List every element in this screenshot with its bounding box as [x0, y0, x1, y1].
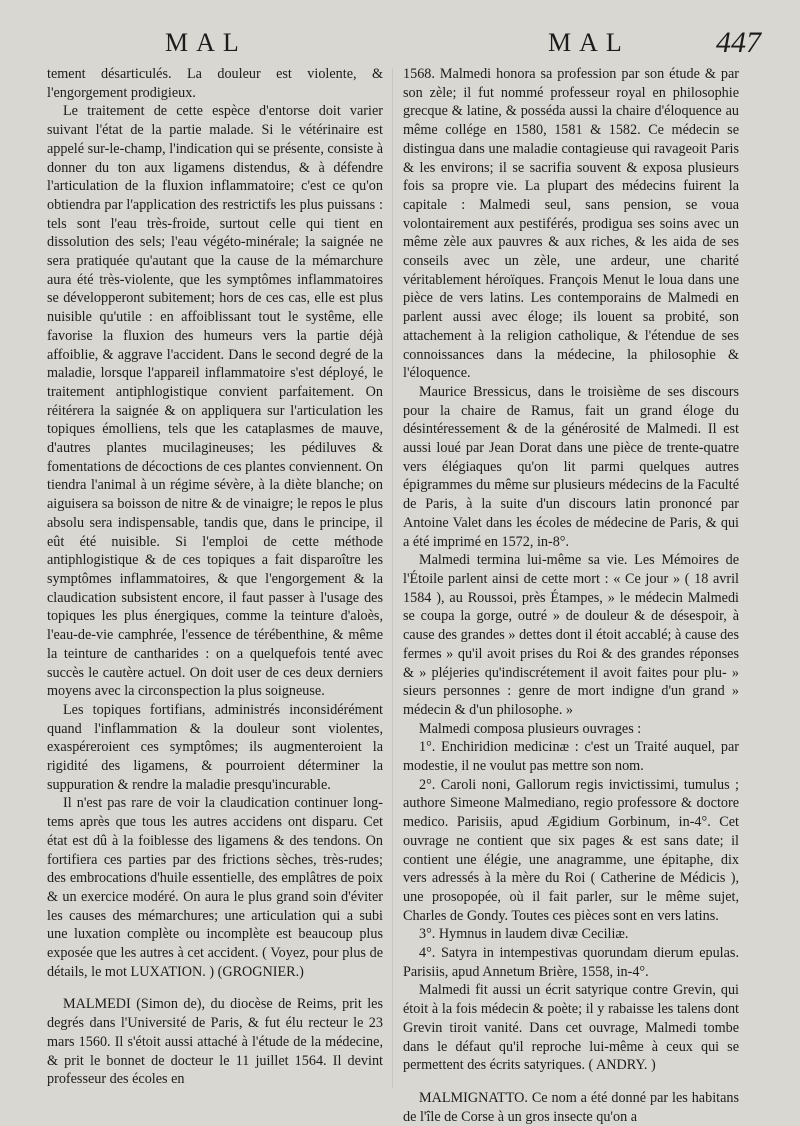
paragraph: 1568. Malmedi honora sa profession par son étude & par son zèle; il fut nommé professeur royal en philosophie grecque & latine, & posséda aussi la chaire d'éloquence au même collége en 1580, 1581 & 1582. Ce médecin se distingua dans une maladie contagieuse qui ravageoit Paris & les environs; il se sacrifia souvent & exposa plusieurs fois sa propre vie. La plupart des médecins fuirent la capitale : Malmedi seul, sans pension, se voua volontairement aux pestiférés, prodigua ses soins avec un même zèle aux pauvres & aux riches, & les aida de ses conseils avec un zèle, une ardeur, une charité véritablement héroïques. François Menut le loua dans une pièce de vers latins. Les contemporains de Malmedi en parlent aussi avec éloge; ils louent sa probité, son attachement à la religion catholique, & l'étendue de ses connoissances dans la médecine, la philosophie & l'éloquence.	[403, 66, 739, 382]
paragraph: tement désarticulés. La douleur est violente, & l'engorgement prodigieux.	[47, 66, 383, 101]
works-item: 1°. Enchiridion medicinæ : c'est un Traité auquel, par modestie, il ne voulut pas mettre son nom.	[403, 739, 739, 775]
paragraph: Il n'est pas rare de voir la claudication continuer long-tems après que tous les autres accidens ont disparu. Cet état est dû à la foiblesse des ligamens & des tendons. On fortifiera ces parties par des frictions sèches, très-rudes; des embrocations d'huile essentielle, des emplâtres de poix & un exercice modéré. On aura le plus grand soin d'éviter les causes des mémarchures; une articulation qui a subi une luxation complète ou incomplète est beaucoup plus exposée que les autres à cet accident. ( Voyez, pour plus de détails, le mot LUXATION. ) (GROGNIER.)	[47, 795, 383, 980]
paragraph: Malmedi fit aussi un écrit satyrique contre Grevin, qui étoit à la fois médecin & poète; il y rabaisse les talens dont Grevin tiroit vanité. Dans cet ouvrage, Malmedi tombe dans le défaut qu'il reproche lui-même à ceux qui se permettent des écrits satyriques. ( ANDRY. )	[403, 982, 739, 1074]
works-item: 3°. Hymnus in laudem divæ Ceciliæ.	[419, 926, 629, 943]
left-column	[47, 65, 383, 1089]
right-column	[403, 65, 739, 1126]
entry-malmignatto: MALMIGNATTO. Ce nom a été donné par les habitans de l'île de Corse à un gros insecte qu'on a	[403, 1089, 739, 1125]
column-divider	[392, 68, 393, 1088]
works-item: 2°. Caroli noni, Gallorum regis invictissimi, tumulus ; authore Simeone Malmediano, regio professore & doctore medico. Parisiis, apud Ægidium Gorbinum, in-4°. Cet ouvrage ne contient que six pages & est sans date; il contient une élégie, une anagramme, une épitaphe, dix vers adressés à la mère du Roi ( Catherine de Médicis ), une prosopopée, où il fait parler, sur le même sujet, Charles de Gondy. Toutes ces pièces sont en vers latins.	[403, 776, 739, 924]
running-head-left: MAL	[165, 28, 247, 57]
paragraph: Le traitement de cette espèce d'entorse doit varier suivant l'état de la partie malade. Si le vétérinaire est appelé sur-le-champ, l'indication qui se présente, consiste à donner du ton aux ligamens distendus, & à défendre l'articulation de la fluxion inflammatoire; c'est ce qu'on obtiendra par l'application des restrictifs les plus puissans : tels sont l'eau très-froide, surtout celle qui tient en dissolution des sels; l'eau végéto-minérale; la saignée ne sera pratiquée qu'autant que la cause de la mémarchure aura été très-violente, que les symptômes inflammatoires se développeront subitement; hors de ces cas, elle est plus nuisible qu'utile : en affoiblissant tout le systême, elle favorise la fluxion des humeurs vers la partie déjà affoiblie, & aggrave l'accident. Dans le second degré de la maladie, lorsque l'appareil inflammatoire s'est déployé, le traitement antiphlogistique convient parfaitement. On réitérera la saignée & on appliquera sur l'articulation les topiques émolliens, tels que les cataplasmes de mauve, d'autres plantes mucilagineuses; les pédiluves & fomentations de décoctions de ces plantes conviennent. On tiendra l'animal à un régime sévère, à la diète blanche; on aiguisera sa boisson de nitre & de vinaigre; le repos le plus absolu sera indispensable, tandis que, dans le principe, il eût été nuisible. Si l'emploi de cette méthode antiphlogistique & de ces topiques a fait disparoître les symptômes inflammatoires, & que l'engorgement & la claudication subsistent encore, il faut passer à l'usage des topiques les plus énergiques, comme la teinture d'aloès, l'eau-de-vie camphrée, l'essence de térébenthine, & même la teinture de cantharides : on a quelquefois tenté avec succès le cautère actuel. On doit user de ces deux derniers moyens avec la circonspection la plus soigneuse.	[47, 103, 383, 700]
paragraph: Malmedi termina lui-même sa vie. Les Mémoires de l'Étoile parlent ainsi de cette mort : « Ce jour » ( 18 avril 1584 ), au Roussoi, près Étampes, » le médecin Malmedi se coupa la gorge, outré » de douleur & de désespoir, à cause des grandes » dettes dont il étoit accablé; à cause des fermes » qu'il avoit prises du Roi & des grandes réponses & » pléjeries qu'indiscrétement il avoit faites pour plu- » sieurs personnes : genre de mort indigne d'un grand » médecin & d'un philosophe. »	[403, 552, 739, 718]
works-item: 4°. Satyra in intempestivas quorundam dierum epulas. Parisiis, apud Annetum Brière, 1558, in-4°.	[403, 945, 739, 980]
paragraph: Maurice Bressicus, dans le troisième de ses discours pour la chaire de Ramus, fait un grand éloge du désintéressement & de la générosité de Malmedi. Il est aussi loué par Jean Dorat dans une pièce de trente-quatre vers élégiaques qu'on lit parmi quelques autres épigrammes du même sur plusieurs médecins de la Faculté de Paris, à la suite d'un discours latin prononcé par Antoine Valet dans les écoles de médecine de Paris, & qui a été imprimé en 1572, in-8°.	[403, 383, 739, 550]
page-number: 447	[716, 26, 761, 59]
running-head-right: MAL	[548, 28, 630, 57]
running-header	[0, 28, 800, 68]
paragraph: Les topiques fortifians, administrés inconsidérément quand l'inflammation & la douleur sont violentes, exaspéreroient ces symptômes; ils augmenteroient la rigidité des ligamens, & pourroient déterminer la suppuration & rendre la maladie presqu'incurable.	[47, 701, 383, 793]
entry-malmedi: MALMEDI (Simon de), du diocèse de Reims, prit les degrés dans l'Université de Paris, & fut élu recteur le 23 mars 1560. Il s'étoit aussi attaché à l'étude de la médecine, & prit le bonnet de docteur le 11 juillet 1564. Il devint professeur des écoles en	[47, 996, 383, 1088]
paragraph: Malmedi composa plusieurs ouvrages :	[419, 720, 642, 737]
